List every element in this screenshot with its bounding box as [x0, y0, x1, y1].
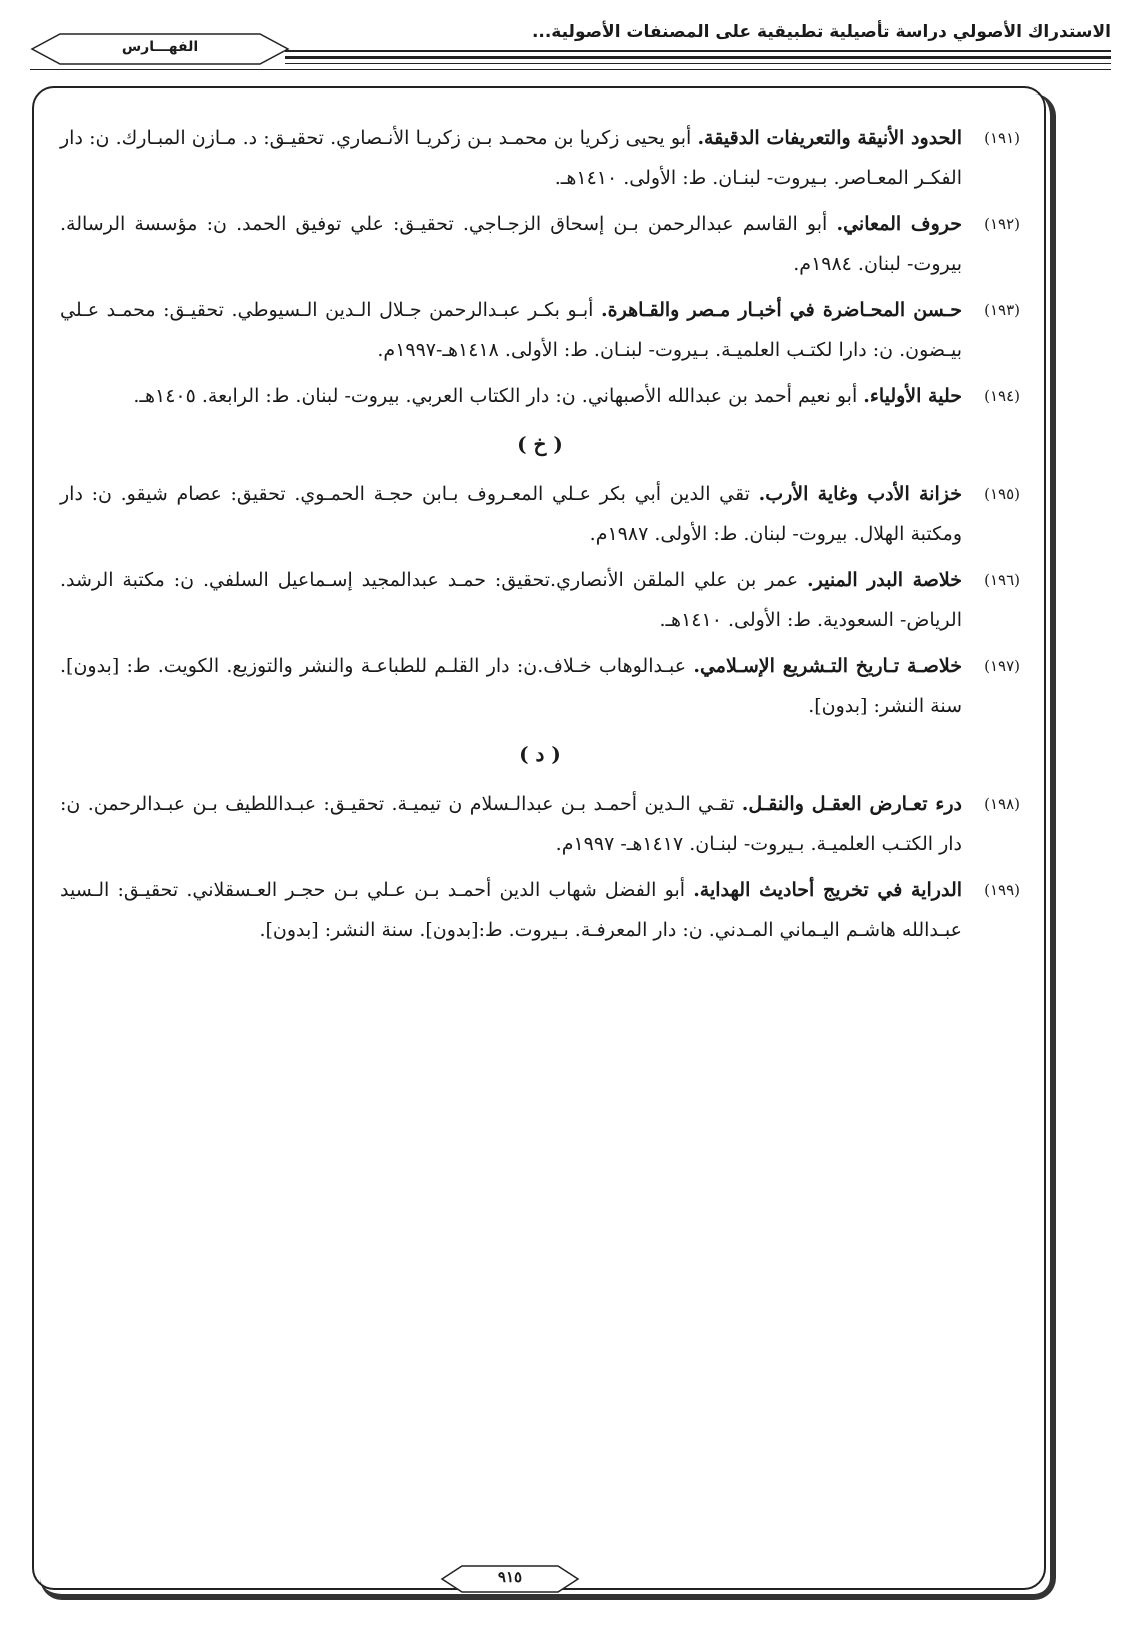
bibliography-entry: [60, 784, 1020, 864]
section-tab-label: الفهـــارس: [121, 39, 199, 55]
running-header: [0, 0, 1121, 70]
entry-details: أبو القاسم عبدالرحمن بـن إسحاق الزجـاجي. تحقيـق: علي توفيق الحمد. ن: مؤسسة الرسالة. بيروت- لبنان. ١٩٨٤م.: [60, 213, 962, 275]
entry-details: تقـي الـدين أحمـد بـن عبدالـسلام ن تيميـة. تحقيـق: عبـداللطيف بـن عبـدالرحمن. ن: دار الكتـب العلميـة. بـيروت- لبنـان. ١٤١٧هـ- ١٩٩٧م.: [60, 793, 962, 855]
entry-group: [60, 784, 1020, 950]
entry-number: (١٩١): [984, 129, 1020, 147]
bibliography-entry: [60, 560, 1020, 640]
entry-details: أبو الفضل شهاب الدين أحمـد بـن عـلي بـن حجـر العـسقلاني. تحقيـق: الـسيد عبـدالله هاشـم اليـماني المـدني. ن: دار المعرفـة. بـيروت. ط:[بدون]. سنة النشر: [بدون].: [60, 879, 962, 941]
page-number: [440, 1562, 580, 1596]
entry-title: الدراية في تخريج أحاديث الهداية.: [693, 879, 963, 901]
entry-text: [60, 784, 962, 864]
bibliography-entry: [60, 646, 1020, 726]
section-heading-dal: ( د ): [519, 742, 561, 766]
bibliography-entry: [60, 118, 1020, 198]
entry-title: خزانة الأدب وغاية الأرب.: [758, 483, 962, 505]
entry-title: حروف المعاني.: [836, 213, 963, 235]
entry-title: حلية الأولياء.: [863, 385, 962, 407]
section-tab: [30, 32, 290, 66]
entry-title: درء تعـارض العقـل والنقـل.: [741, 793, 962, 815]
header-rule: [285, 56, 1111, 59]
page-number-label: ٩١٥: [497, 1568, 523, 1586]
entry-number: (١٩٢): [984, 215, 1020, 233]
bibliography: [60, 118, 1020, 956]
header-rule: [30, 69, 1111, 70]
entry-text: [60, 870, 962, 950]
entry-details: أبـو بكـر عبـدالرحمن جـلال الـدين الـسيوطي. تحقيـق: محمـد عـلي بيـضون. ن: دارا لكتـب العلميـة. بـيروت- لبنـان. ط: الأولى. ١٤١٨هـ-١٩٩٧م.: [60, 299, 962, 361]
bibliography-entry: [60, 290, 1020, 370]
entry-number: (١٩٣): [984, 301, 1020, 319]
entry-text: [60, 560, 962, 640]
entry-details: أبو يحيى زكريا بن محمـد بـن زكريـا الأنـصاري. تحقيـق: د. مـازن المبـارك. ن: دار الفكـر المعـاصر. بـيروت- لبنـان. ط: الأولى. ١٤١٠هـ.: [60, 127, 962, 189]
entry-group: [60, 474, 1020, 726]
entry-text: [60, 118, 962, 198]
entry-title: خلاصـة تـاريخ التـشريع الإسـلامي.: [693, 655, 962, 677]
entry-number: (١٩٧): [984, 657, 1020, 675]
entry-details: عبـدالوهاب خـلاف.ن: دار القلـم للطباعـة والنشر والتوزيع. الكويت. ط: [بدون]. سنة النشر: [بدون].: [60, 655, 962, 717]
entry-number: (١٩٥): [984, 485, 1020, 503]
entry-text: [60, 376, 962, 416]
entry-title: خلاصة البدر المنير.: [806, 569, 962, 591]
entry-number: (١٩٨): [984, 795, 1020, 813]
bibliography-entry: [60, 376, 1020, 416]
entry-details: عمر بن علي الملقن الأنصاري.تحقيق: حمـد عبدالمجيد إسـماعيل السلفي. ن: مكتبة الرشد. الرياض- السعودية. ط: الأولى. ١٤١٠هـ.: [60, 569, 962, 631]
entry-number: (١٩٤): [984, 387, 1020, 405]
entry-text: [60, 474, 962, 554]
entry-details: أبو نعيم أحمد بن عبدالله الأصبهاني. ن: دار الكتاب العربي. بيروت- لبنان. ط: الرابعة. ١٤٠٥هـ.: [133, 385, 864, 407]
section-heading-kha: ( خ ): [517, 432, 563, 456]
entry-text: [60, 646, 962, 726]
bibliography-entry: [60, 474, 1020, 554]
entry-text: [60, 290, 962, 370]
header-rule: [285, 63, 1111, 64]
entry-text: [60, 204, 962, 284]
entry-title: حـسن المحـاضرة في أخبـار مـصر والقـاهرة.: [601, 299, 962, 321]
bibliography-entry: [60, 204, 1020, 284]
entry-number: (١٩٩): [984, 881, 1020, 899]
header-rule: [285, 50, 1111, 52]
entry-details: تقي الدين أبي بكر عـلي المعـروف بـابن حجـة الحمـوي. تحقيق: عصام شيقو. ن: دار ومكتبة الهلال. بيروت- لبنان. ط: الأولى. ١٩٨٧م.: [60, 483, 962, 545]
entry-group: [60, 118, 1020, 416]
entry-number: (١٩٦): [984, 571, 1020, 589]
bibliography-entry: [60, 870, 1020, 950]
book-title: الاستدراك الأصولي دراسة تأصيلية تطبيقية على المصنفات الأصولية...: [531, 22, 1111, 42]
entry-title: الحدود الأنيقة والتعريفات الدقيقة.: [697, 127, 962, 149]
